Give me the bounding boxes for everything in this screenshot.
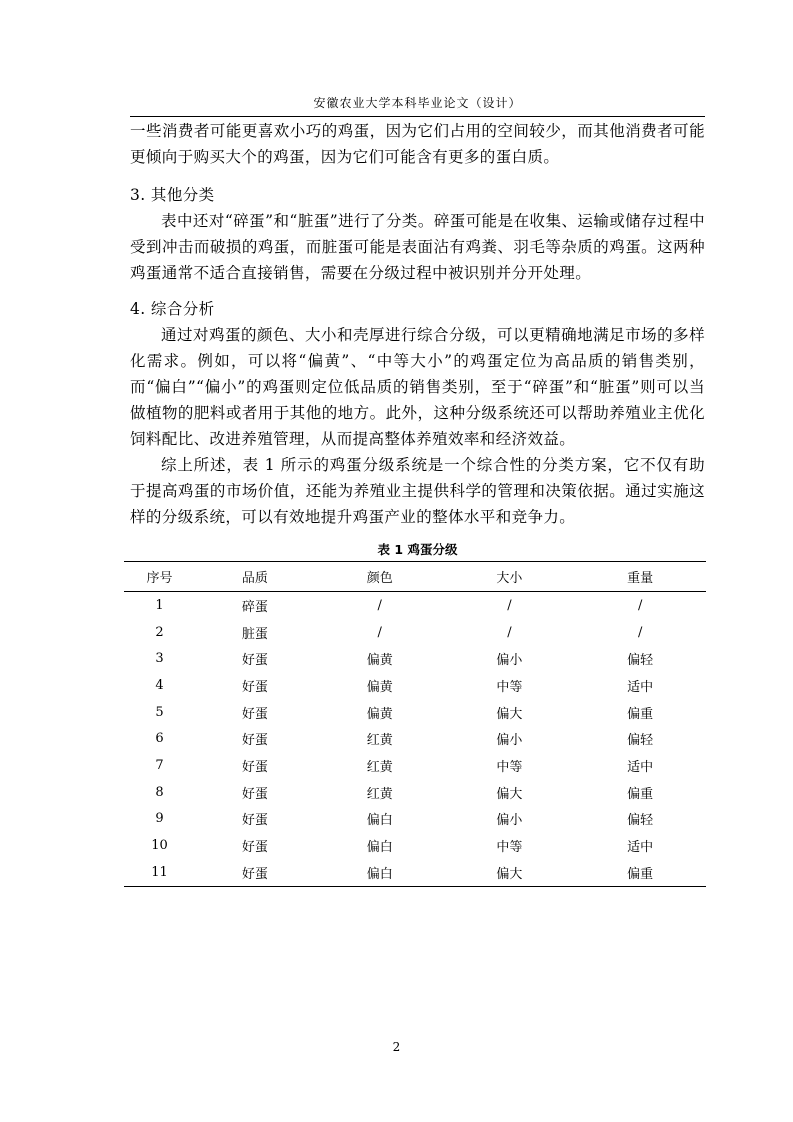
page-header: 安徽农业大学本科毕业论文（设计） [313,96,522,110]
table-caption: 表 1 鸡蛋分级 [377,542,458,557]
table-row [124,672,706,699]
table-cell: 好蛋 [241,706,268,722]
table-cell: 4 [155,677,164,693]
table-cell: 碎蛋 [241,599,268,615]
table-cell: 红黄 [366,786,393,802]
paragraph-4: 综上所述，表 1 所示的鸡蛋分级系统是一个综合性的分类方案，它不仅有助于提高鸡蛋的市场价值，还能为养殖业主提供科学的管理和决策依据。通过实施这样的分级系统，可以有效地提升鸡蛋产业的整体水平和竞争力。 [130,456,705,526]
table-row [124,699,706,726]
table-cell: 偏白 [366,813,393,829]
section-heading-4: 4. 综合分析 [130,300,215,318]
header-cell: 颜色 [315,562,445,592]
table-cell: 偏黄 [366,706,393,722]
table-cell: / [377,624,382,640]
table-row [124,725,706,752]
table-cell: 2 [155,624,164,640]
table-cell: 好蛋 [241,653,268,669]
table-cell: 8 [155,784,164,800]
table-cell: 7 [155,757,164,773]
table-cell: 中等 [496,840,523,856]
paragraph-2: 表中还对“碎蛋”和“脏蛋”进行了分类。碎蛋可能是在收集、运输或储存过程中受到冲击而破损的鸡蛋，而脏蛋可能是表面沾有鸡粪、羽毛等杂质的鸡蛋。这两种鸡蛋通常不适合直接销售，需要在分级过程中被识别并分开处理。 [130,212,705,282]
table-cell: 偏黄 [366,653,393,669]
table-row [124,832,706,859]
table-row [124,806,706,833]
table-cell: / [377,597,382,613]
table-cell: 中等 [496,679,523,695]
header-cell: 品质 [195,562,315,592]
table-row [124,779,706,806]
table-row [124,592,706,619]
page-number: 2 [392,1040,401,1054]
table-cell: 3 [155,651,164,667]
table-cell: 11 [124,859,195,886]
header-cell: 大小 [445,562,575,592]
table-cell: 偏重 [627,786,654,802]
table-cell: 偏重 [627,706,654,722]
table-cell: 偏重 [574,859,706,886]
section-heading-3: 3. 其他分类 [130,186,215,204]
header-cell: 重量 [574,562,706,592]
table-cell: 偏轻 [627,733,654,749]
table-cell: 偏轻 [627,813,654,829]
table-cell: 1 [155,597,164,613]
table-cell: 好蛋 [241,679,268,695]
table-cell: 好蛋 [241,786,268,802]
table-cell: 适中 [627,840,654,856]
table-cell: 适中 [627,759,654,775]
table-row [124,859,706,886]
table-cell: 偏小 [496,653,523,669]
table-cell: 偏白 [366,840,393,856]
header-divider [130,116,705,117]
body-section-4 [130,296,705,530]
table-cell: 红黄 [366,759,393,775]
table-cell: 脏蛋 [241,626,268,642]
table-cell: / [507,597,512,613]
paragraph-1: 一些消费者可能更喜欢小巧的鸡蛋，因为它们占用的空间较少，而其他消费者可能更倾向于购买大个的鸡蛋，因为它们可能含有更多的蛋白质。 [130,122,705,166]
table-row [124,752,706,779]
table-cell: / [637,597,643,613]
body-section-3 [130,182,705,286]
table-cell: 偏小 [496,733,523,749]
table-cell: 偏小 [496,813,523,829]
table-cell: 中等 [496,759,523,775]
table-cell: 好蛋 [241,813,268,829]
table-header-row [124,562,706,592]
table-cell: 好蛋 [241,840,268,856]
header-cell: 序号 [124,562,195,592]
table-cell: 好蛋 [241,733,268,749]
table-row [124,645,706,672]
table-cell: 偏轻 [627,653,654,669]
table-cell: 偏黄 [366,679,393,695]
table-cell: 10 [151,838,168,854]
paragraph-3: 通过对鸡蛋的颜色、大小和壳厚进行综合分级，可以更精确地满足市场的多样化需求。例如，可以将“偏黄”、“中等大小”的鸡蛋定位为高品质的销售类别，而“偏白”“偏小”的鸡蛋则定位低品质的销售类别，至于“碎蛋”和“脏蛋”则可以当做植物的肥料或者用于其他的地方。此外，这种分级系统还可以帮助养殖业主优化饲料配比、改进养殖管理，从而提高整体养殖效率和经济效益。 [130,326,705,448]
table-cell: 适中 [627,679,654,695]
body-section-top [130,118,705,170]
table-cell: 偏大 [445,859,575,886]
table-cell: / [637,624,643,640]
table-cell: 偏大 [496,706,523,722]
table-cell: / [507,624,512,640]
table-cell: 5 [155,704,164,720]
table-cell: 6 [155,731,164,747]
table-cell: 好蛋 [241,759,268,775]
table-cell: 9 [155,811,164,827]
egg-grading-table [124,561,706,887]
table-cell: 偏白 [315,859,445,886]
table-cell: 好蛋 [195,859,315,886]
table-row [124,619,706,646]
table-cell: 偏大 [496,786,523,802]
table-cell: 红黄 [366,733,393,749]
